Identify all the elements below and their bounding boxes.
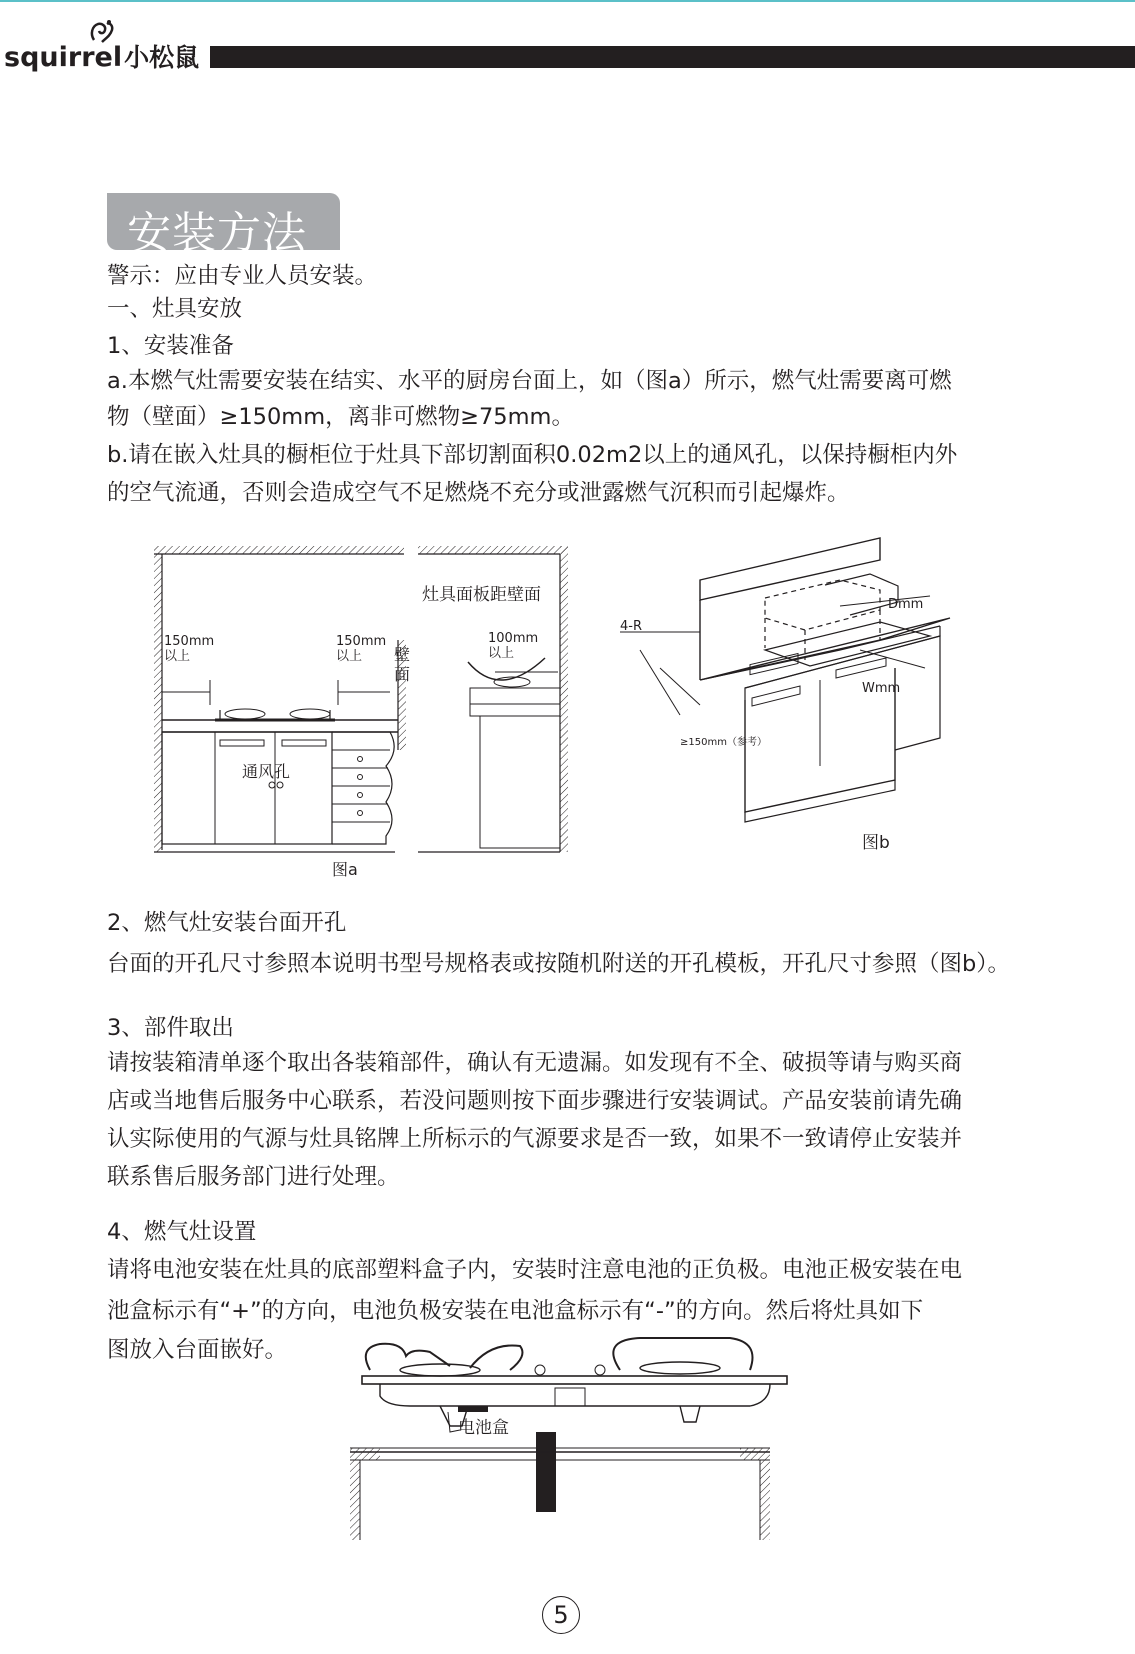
figure-c (350, 1330, 800, 1550)
fig-b-label-w: Wmm (862, 681, 901, 696)
top-accent-line (0, 0, 1135, 2)
wall-hatch-right (560, 546, 568, 852)
step1-b-line1: b.请在嵌入灶具的橱柜位于灶具下部切割面积0.02m2以上的通风孔，以保持橱柜内外 (107, 442, 958, 468)
insert-direction-bar (536, 1432, 556, 1512)
figure-b (620, 540, 980, 860)
fig-a-label-panel-to-wall: 灶具面板距壁面 (422, 585, 541, 605)
fig-a-label-wall-1: 壁 (394, 645, 411, 664)
step4-line1: 请将电池安装在灶具的底部塑料盒子内，安装时注意电池的正负极。电池正极安装在电 (107, 1257, 963, 1283)
step1-b-line2: 的空气流通，否则会造成空气不足燃烧不充分或泄露燃气沉积而引起爆炸。 (107, 480, 850, 506)
step3-line2: 店或当地售后服务中心联系，若没问题则按下面步骤进行安装调试。产品安装前请先确 (107, 1088, 963, 1114)
fig-b-label-4r: 4-R (620, 619, 642, 634)
step4-title: 4、燃气灶设置 (107, 1219, 257, 1245)
section-title-tag (107, 193, 340, 259)
header-bar (210, 46, 1135, 68)
step3-line3: 认实际使用的气源与灶具铭牌上所标示的气源要求是否一致，如果不一致请停止安装并 (107, 1126, 963, 1152)
part1-title: 一、灶具安放 (107, 296, 243, 322)
section-title: 安装方法 (127, 208, 307, 259)
step1-a-line1: a.本燃气灶需要安装在结实、水平的厨房台面上，如（图a）所示，燃气灶需要离可燃 (107, 368, 952, 394)
fig-b-label-150-ref: ≥150mm（参考） (680, 737, 767, 748)
step3-line4: 联系售后服务部门进行处理。 (107, 1164, 400, 1190)
fig-a-label-above-100: 以上 (488, 646, 515, 661)
warning-text: 警示：应由专业人员安装。 (107, 263, 378, 289)
fig-a-label-above-right: 以上 (336, 649, 363, 664)
step1-a-line2: 物（壁面）≥150mm，离非可燃物≥75mm。 (107, 404, 574, 430)
step2-body: 台面的开孔尺寸参照本说明书型号规格表或按随机附送的开孔模板，开孔尺寸参照（图b）。 (107, 951, 1011, 977)
step4-line3: 图放入台面嵌好。 (107, 1337, 288, 1363)
step4-line2: 池盒标示有“+”的方向，电池负极安装在电池盒标示有“-”的方向。然后将灶具如下 (107, 1298, 924, 1324)
brand-chinese: 小松鼠 (124, 43, 200, 72)
fig-a-label-100: 100mm (488, 631, 539, 646)
fig-b-caption: 图b (862, 833, 890, 853)
page-number: 5 (542, 1596, 580, 1634)
fig-a-label-vent: 通风孔 (242, 762, 291, 781)
fig-a-label-150-left: 150mm (164, 634, 215, 649)
wall-hatch-left (154, 554, 162, 852)
fig-a-label-above-left: 以上 (164, 649, 191, 664)
step3-line1: 请按装箱清单逐个取出各装箱部件，确认有无遗漏。如发现有不全、破损等请与购买商 (107, 1050, 963, 1076)
figure-a (150, 540, 610, 880)
ceiling-hatch-right (418, 546, 568, 554)
step2-title: 2、燃气灶安装台面开孔 (107, 910, 347, 936)
step1-title: 1、安装准备 (107, 333, 234, 359)
brand-logo (4, 38, 199, 74)
ceiling-hatch-left (154, 546, 404, 554)
fig-a-label-wall-2: 面 (394, 665, 411, 684)
fig-c-label-battery-box: 电池盒 (458, 1418, 509, 1438)
fig-a-caption: 图a (332, 860, 358, 879)
fig-a-label-150-right: 150mm (336, 634, 387, 649)
fig-b-label-d: Dmm (888, 597, 924, 612)
step3-title: 3、部件取出 (107, 1015, 234, 1041)
brand-english: squirrel (4, 42, 123, 73)
